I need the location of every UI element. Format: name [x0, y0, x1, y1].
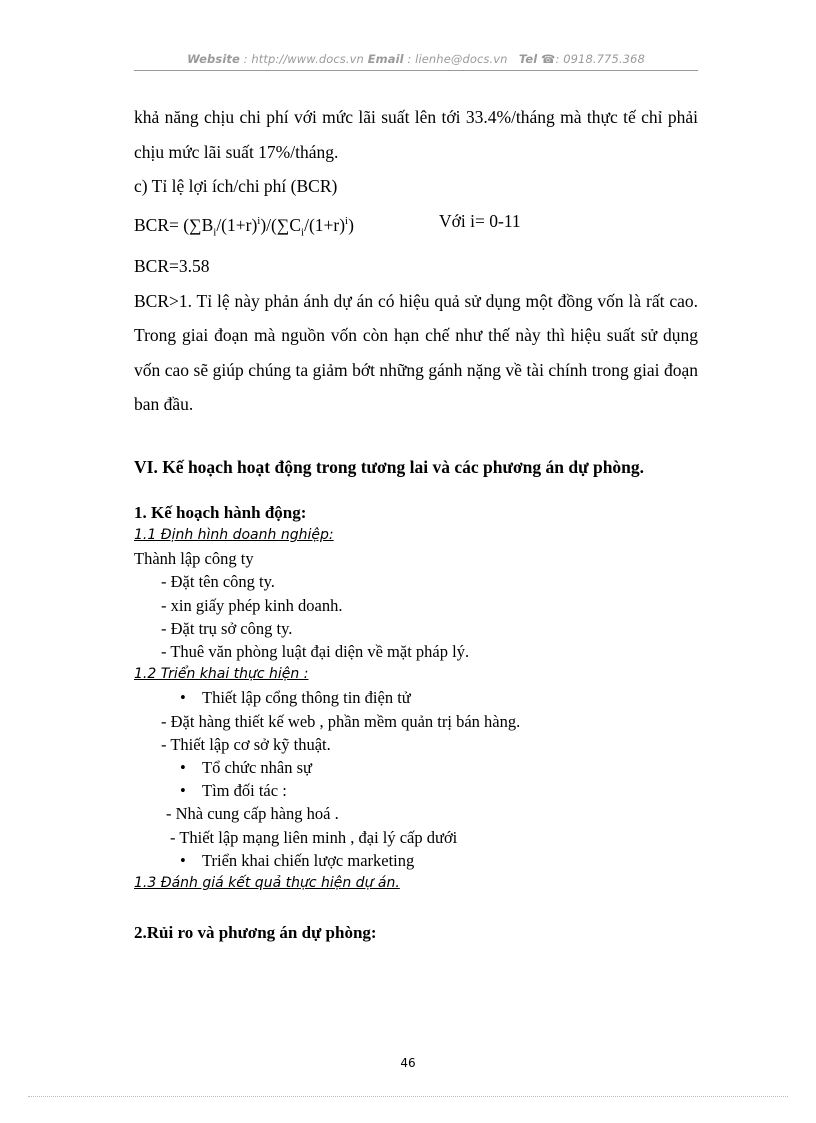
- email-label: Email: [367, 52, 404, 66]
- bcr-formula: [134, 204, 698, 250]
- list-item: - Thiết lập mạng liên minh , đại lý cấp dưới: [170, 827, 458, 847]
- website-label: Website: [187, 52, 240, 66]
- header-rule: [134, 70, 698, 71]
- bullet-icon: •: [180, 850, 186, 870]
- paragraph-bcr-analysis: BCR>1. Tỉ lệ này phản ánh dự án có hiệu quả sử dụng một đồng vốn là rất cao. Trong giai đoạn mà nguồn vốn còn hạn chế như thế này thì hiệu suất sử dụng vốn cao sẽ giúp chúng ta giảm bớt những gánh nặng về tài chính trong giai đoạn ban đầu.: [134, 290, 698, 415]
- website-value: : http://www.docs.vn: [239, 52, 368, 66]
- paragraph-cost: khả năng chịu chi phí với mức lãi suất lên tới 33.4%/tháng mà thực tế chỉ phải chịu mức lãi suất 17%/tháng.: [134, 107, 698, 162]
- page-header: [134, 52, 698, 66]
- page-number: 46: [400, 1056, 416, 1070]
- phone-icon: ☎: [541, 52, 556, 66]
- tel-label: Tel: [518, 52, 538, 66]
- list-item: - Đặt hàng thiết kế web , phần mềm quản trị bán hàng.: [161, 711, 521, 731]
- list-item: - xin giấy phép kinh doanh.: [161, 595, 343, 615]
- list-item: - Đặt tên công ty.: [161, 572, 275, 592]
- plan-heading: 1. Kế hoạch hành động:: [134, 502, 307, 522]
- formula-expression: $BCR= (\sum B_i/(1+r)^i)/(\sum C_i/(1+r)^i)$: [134, 214, 354, 238]
- bullet-icon: •: [180, 781, 186, 801]
- section-2-title: 2.Rủi ro và phương án dự phòng:: [134, 923, 377, 943]
- bullet-icon: •: [180, 688, 186, 708]
- list-item: - Đặt trụ sở công ty.: [161, 618, 293, 638]
- list-item: - Thiết lập cơ sở kỹ thuật.: [161, 734, 331, 754]
- formula-note: Với i= 0-11: [439, 210, 521, 231]
- tel-value: : 0918.775.368: [555, 52, 645, 66]
- section-6-title: VI. Kế hoạch hoạt động trong tương lai và các phương án dự phòng.: [134, 456, 645, 477]
- action-plan: [134, 501, 698, 895]
- email-value: : lienhe@docs.vn: [403, 52, 512, 66]
- bullet-item: • Tìm đối tác :: [134, 779, 698, 802]
- bullet-item: • Thiết lập cổng thông tin điện tử: [134, 686, 698, 709]
- establish-company: Thành lập công ty: [134, 549, 254, 569]
- bullet-icon: •: [180, 758, 186, 778]
- subheading-1-2: 1.2 Triển khai thực hiện :: [134, 666, 309, 683]
- list-item: - Thuê văn phòng luật đại diện về mặt pháp lý.: [161, 642, 470, 662]
- bullet-item: • Triển khai chiến lược marketing: [134, 849, 698, 872]
- bcr-title: c) Tỉ lệ lợi ích/chi phí (BCR): [134, 176, 338, 196]
- subheading-1-1: 1.1 Định hình doanh nghiệp:: [134, 527, 334, 544]
- bullet-item: • Tổ chức nhân sự: [134, 756, 698, 779]
- footer-rule: [28, 1096, 788, 1097]
- bcr-value: BCR=3.58: [134, 256, 210, 277]
- list-item: - Nhà cung cấp hàng hoá .: [166, 804, 339, 824]
- subheading-1-3: 1.3 Đánh giá kết quả thực hiện dự án.: [134, 875, 400, 892]
- page-content: [134, 100, 698, 945]
